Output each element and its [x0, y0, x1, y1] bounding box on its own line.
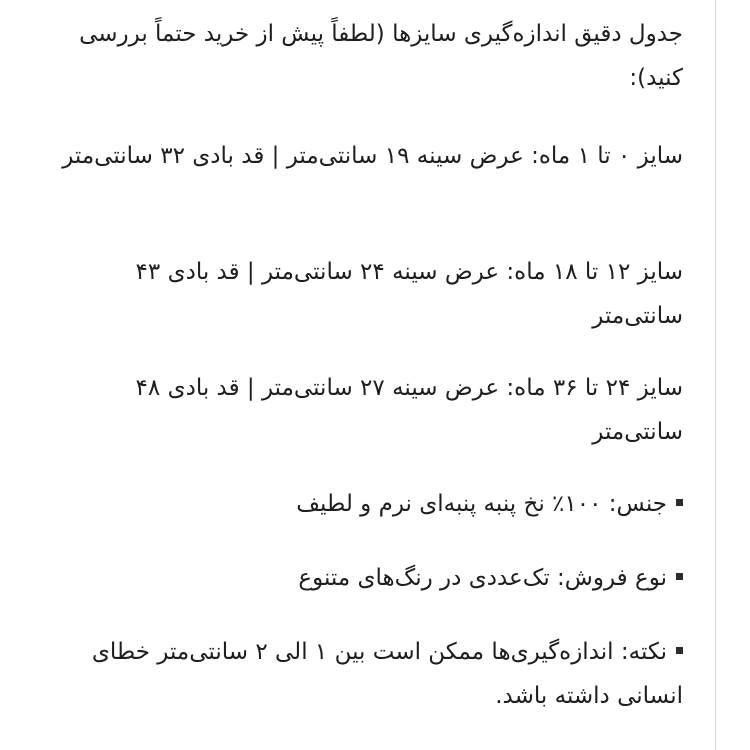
bullet-material	[43, 482, 683, 526]
size-chart-intro: جدول دقیق اندازه‌گیری سایزها (لطفاً پیش از خرید حتماً بررسی کنید):	[79, 21, 683, 91]
size-row-0-1-month: سایز ۰ تا ۱ ماه: عرض سینه ۱۹ سانتی‌متر | قد بادی ۳۲ سانتی‌متر	[62, 143, 683, 169]
bullet-sale-type	[43, 556, 683, 600]
bullet-note	[43, 630, 683, 718]
square-bullet-icon	[676, 573, 683, 580]
bullet-note-text: نکته: اندازه‌گیری‌ها ممکن است بین ۱ الی ۲ سانتی‌متر خطای انسانی داشته باشد.	[91, 639, 683, 709]
size-row-24-36-months: سایز ۲۴ تا ۳۶ ماه: عرض سینه ۲۷ سانتی‌متر | قد بادی ۴۸ سانتی‌متر	[135, 375, 683, 445]
size-row-12-18-months: سایز ۱۲ تا ۱۸ ماه: عرض سینه ۲۴ سانتی‌متر | قد بادی ۴۳ سانتی‌متر	[135, 259, 683, 329]
square-bullet-icon	[676, 499, 683, 506]
bullet-material-text: جنس: ۱۰۰٪ نخ پنبه پنبه‌ای نرم و لطیف	[296, 491, 667, 517]
square-bullet-icon	[676, 647, 683, 654]
bullet-sale-type-text: نوع فروش: تک‌عددی در رنگ‌های متنوع	[298, 565, 667, 591]
